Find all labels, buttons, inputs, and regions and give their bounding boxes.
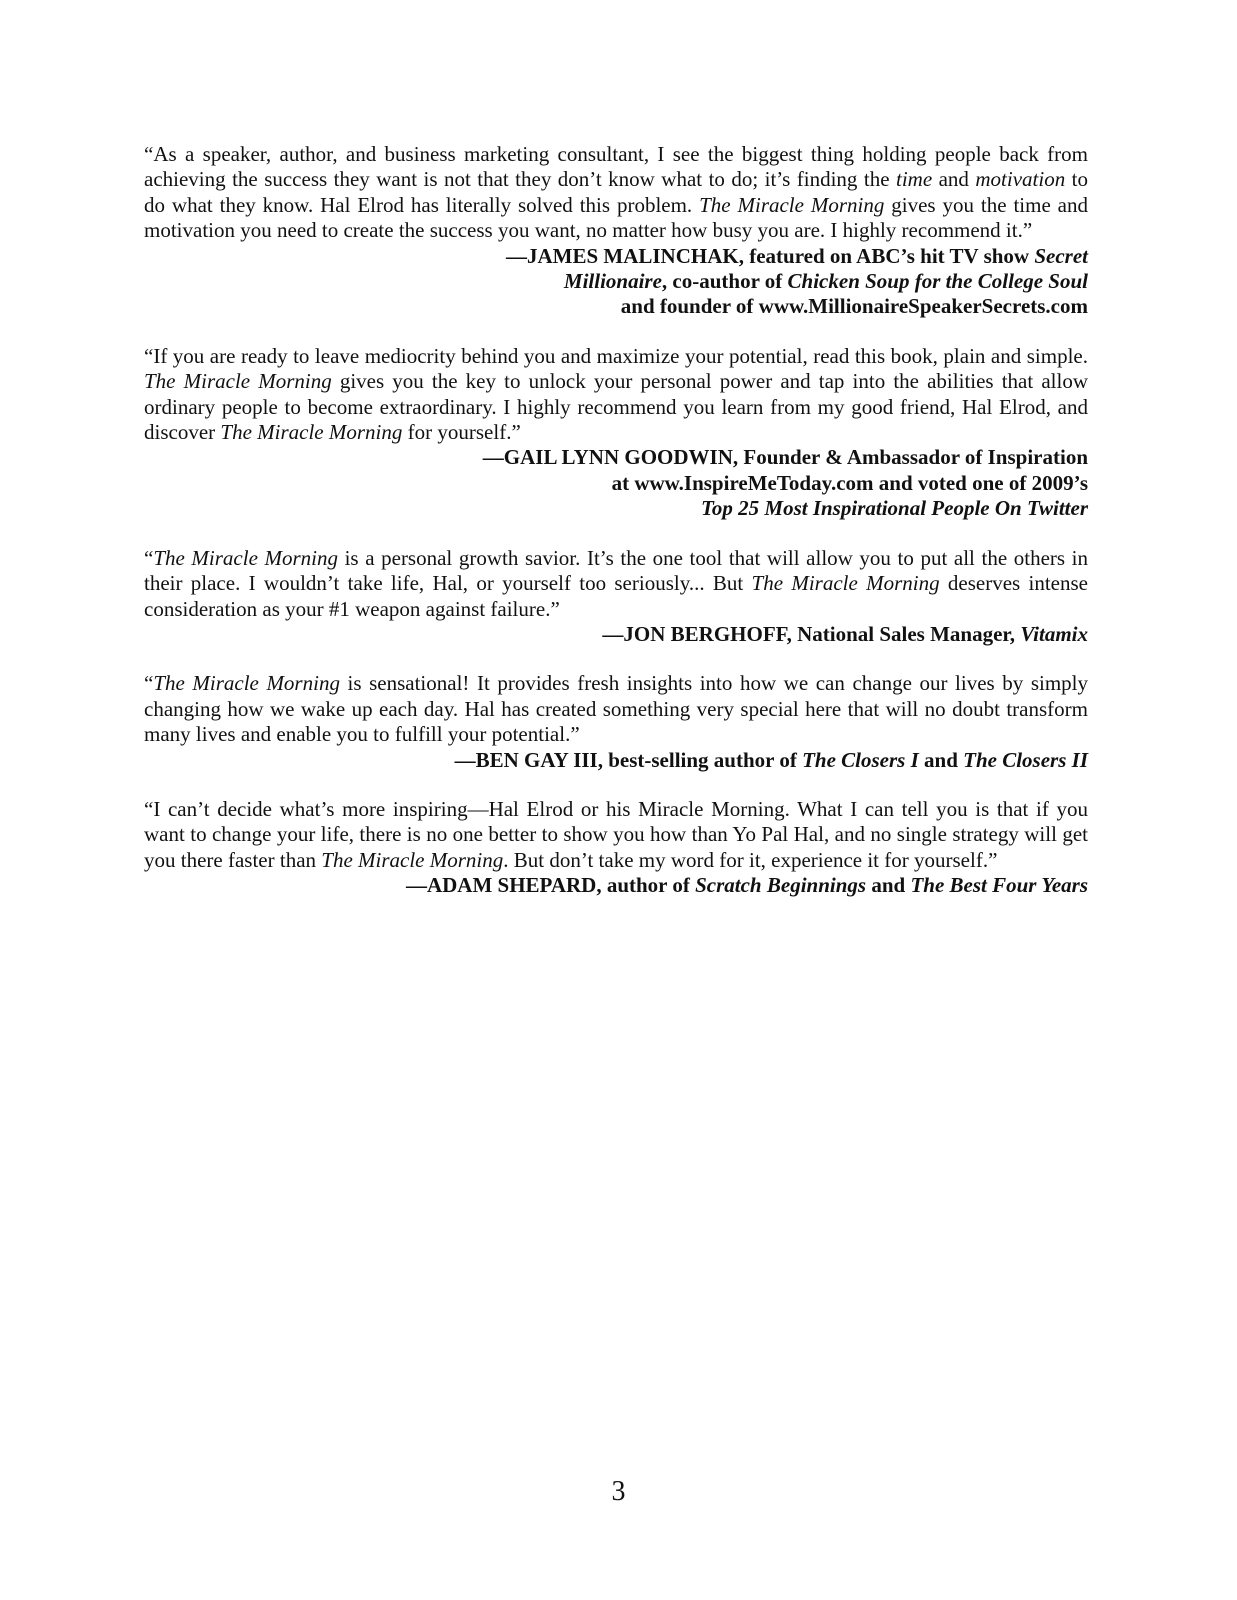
attribution-text: —BEN GAY III, best-selling author of [454,747,803,772]
quote-italic-text: The Miracle Morning [153,671,340,696]
testimonial-attribution [144,445,1088,521]
testimonial-quote [144,344,1088,446]
attribution-line [144,873,1088,898]
attribution-text: and [866,873,911,898]
quote-text: . But don’t take my word for it, experience it for yourself.” [503,847,998,872]
testimonial-attribution [144,244,1088,320]
quote-italic-text: motivation [975,167,1066,192]
quote-text: “I can’t decide what’s more inspiring—Hal Elrod or his Miracle Morning. What I can tell you is that if you want to change your life, there is no one better to show you how than Yo Pal Hal, and no single strategy will get you there faster than [144,796,1088,872]
attribution-italic-text: Scratch Beginnings [695,873,867,898]
page-number: 3 [611,1476,626,1507]
attribution-italic-text: Top 25 Most Inspirational People On Twitter [701,496,1088,521]
quote-text: “As a speaker, author, and business marketing consultant, I see the biggest thing holding people back from achieving the success they want is not that they don’t know what to do; it’s finding the [144,142,1088,192]
attribution-italic-text: The Closers II [963,747,1088,772]
quote-text: gives you the key to unlock your personal power and tap into the abilities that allow ordinary people to become extraordinary. I highly recommend you learn from my good friend, Hal Elrod, and discover [144,369,1088,445]
quote-italic-text: The Miracle Morning [220,420,403,445]
testimonial [144,671,1088,773]
attribution-italic-text: Secret [1034,243,1088,268]
attribution-italic-text: The Closers I [802,747,919,772]
attribution-line [144,748,1088,773]
attribution-italic-text: Millionaire [563,269,662,294]
attribution-text: , co-author of [661,269,788,294]
attribution-italic-text: The Best Four Years [910,873,1088,898]
testimonials-list [144,142,1088,923]
quote-italic-text: The Miracle Morning [144,369,332,394]
quote-text: is sensational! It provides fresh insights into how we can change our lives by simply changing how we wake up each day. Hal has created something very special here that will no doubt transform many lives and enable you to fulfill your potential.” [144,671,1089,747]
testimonial-attribution [144,622,1088,647]
testimonial-quote [144,797,1088,873]
attribution-text: and founder of www.MillionaireSpeakerSecrets.com [620,294,1088,319]
attribution-text: —JAMES MALINCHAK, featured on ABC’s hit TV show [505,243,1035,268]
attribution-text: and [918,747,964,772]
quote-text: deserves intense consideration as your #1 weapon against failure.” [144,571,1088,621]
quote-italic-text: time [896,167,933,192]
attribution-line [144,496,1088,521]
attribution-text: —JON BERGHOFF, National Sales Manager, [602,621,1021,646]
testimonial [144,344,1088,522]
quote-text: “If you are ready to leave mediocrity behind you and maximize your potential, read this book, plain and simple. [144,343,1088,368]
testimonial-attribution [144,748,1088,773]
quote-italic-text: The Miracle Morning [699,192,885,217]
testimonial [144,797,1088,899]
attribution-italic-text: Vitamix [1020,621,1088,646]
quote-text: and [932,167,976,192]
quote-italic-text: The Miracle Morning [153,545,338,570]
attribution-line [144,244,1088,269]
attribution-text: —GAIL LYNN GOODWIN, Founder & Ambassador of Inspiration [482,445,1088,470]
testimonial-quote [144,142,1088,244]
quote-text: “ [144,545,154,570]
quote-text: gives you the time and motivation you need to create the success you want, no matter how busy you are. I highly recommend it.” [144,192,1088,243]
quote-text: is a personal growth savior. It’s the one tool that will allow you to put all the others in their place. I wouldn’t take life, Hal, or yourself too seriously... But [144,545,1088,596]
attribution-text: —ADAM SHEPARD, author of [405,873,696,898]
testimonial [144,142,1088,320]
attribution-line [144,294,1088,319]
testimonial-attribution [144,873,1088,898]
testimonial [144,546,1088,648]
attribution-line [144,269,1088,294]
quote-text: for yourself.” [402,420,521,445]
testimonial-quote [144,671,1088,747]
quote-text: to do what they know. Hal Elrod has literally solved this problem. [144,167,1089,217]
attribution-line [144,445,1088,470]
attribution-text: at www.InspireMeToday.com and voted one of 2009’s [611,470,1088,495]
quote-italic-text: The Miracle Morning [751,571,940,596]
quote-italic-text: The Miracle Morning [321,847,504,872]
quote-text: “ [144,671,154,696]
attribution-line [144,471,1088,496]
attribution-italic-text: Chicken Soup for the College Soul [787,269,1088,294]
testimonial-quote [144,546,1088,622]
attribution-line [144,622,1088,647]
